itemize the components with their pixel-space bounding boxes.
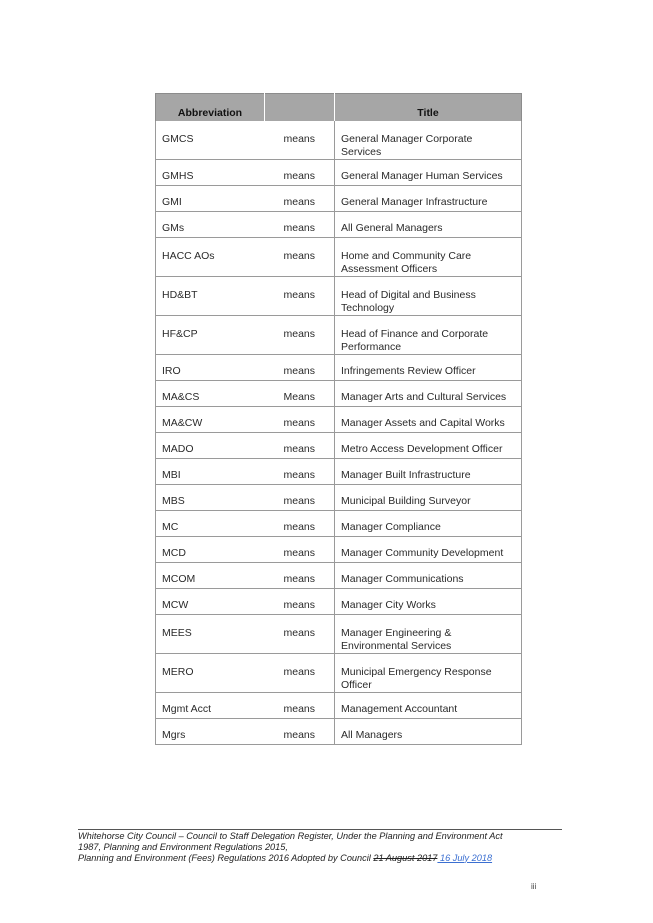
row-title: Metro Access Development Officer bbox=[335, 433, 522, 459]
header-title-label: Title bbox=[417, 107, 439, 119]
footer-line-3 bbox=[78, 853, 568, 864]
footer-divider bbox=[78, 829, 562, 830]
page-number: iii bbox=[531, 882, 537, 891]
row-means: means bbox=[265, 212, 335, 238]
footer-deleted-date: 21 August 2017 bbox=[373, 852, 438, 863]
row-abbreviation: GMCS bbox=[156, 121, 265, 160]
table-row bbox=[156, 238, 522, 277]
row-title: Management Accountant bbox=[335, 693, 522, 719]
row-abbreviation: Mgmt Acct bbox=[156, 693, 265, 719]
table-row bbox=[156, 433, 522, 459]
row-title: General Manager Infrastructure bbox=[335, 186, 522, 212]
row-title: Municipal Building Surveyor bbox=[335, 485, 522, 511]
row-means: means bbox=[265, 719, 335, 745]
row-abbreviation: MADO bbox=[156, 433, 265, 459]
row-abbreviation: HF&CP bbox=[156, 316, 265, 355]
abbreviation-table bbox=[155, 93, 522, 745]
row-means: means bbox=[265, 537, 335, 563]
header-abbreviation bbox=[156, 94, 265, 122]
row-title: Manager City Works bbox=[335, 589, 522, 615]
row-abbreviation: GMs bbox=[156, 212, 265, 238]
row-means: means bbox=[265, 511, 335, 537]
table-row bbox=[156, 121, 522, 160]
table-header-row bbox=[156, 94, 522, 122]
row-means: means bbox=[265, 485, 335, 511]
row-means: means bbox=[265, 407, 335, 433]
table-row bbox=[156, 537, 522, 563]
table-row bbox=[156, 355, 522, 381]
row-abbreviation: MA&CW bbox=[156, 407, 265, 433]
row-title: Head of Finance and Corporate Performance bbox=[335, 316, 522, 355]
table-row bbox=[156, 719, 522, 745]
row-means: means bbox=[265, 238, 335, 277]
row-abbreviation: MEES bbox=[156, 615, 265, 654]
row-title: Manager Community Development bbox=[335, 537, 522, 563]
row-means: means bbox=[265, 121, 335, 160]
table-row bbox=[156, 693, 522, 719]
row-title: Head of Digital and Business Technology bbox=[335, 277, 522, 316]
row-title: Manager Arts and Cultural Services bbox=[335, 381, 522, 407]
table-row bbox=[156, 277, 522, 316]
row-title: Manager Built Infrastructure bbox=[335, 459, 522, 485]
row-means: means bbox=[265, 433, 335, 459]
row-abbreviation: IRO bbox=[156, 355, 265, 381]
footer-inserted-date: 16 July 2018 bbox=[437, 852, 493, 863]
table-body bbox=[156, 121, 522, 745]
row-abbreviation: MBS bbox=[156, 485, 265, 511]
row-abbreviation: MC bbox=[156, 511, 265, 537]
table-row bbox=[156, 511, 522, 537]
header-middle bbox=[265, 94, 335, 122]
row-means: means bbox=[265, 589, 335, 615]
row-abbreviation: HACC AOs bbox=[156, 238, 265, 277]
footer-line-1: Whitehorse City Council – Council to Staff Delegation Register, Under the Planning and Environment Act bbox=[78, 831, 503, 841]
row-title: Home and Community Care Assessment Officers bbox=[335, 238, 522, 277]
row-means: means bbox=[265, 459, 335, 485]
row-abbreviation: MCOM bbox=[156, 563, 265, 589]
table-row bbox=[156, 381, 522, 407]
row-means: means bbox=[265, 186, 335, 212]
row-title: Manager Assets and Capital Works bbox=[335, 407, 522, 433]
row-abbreviation: Mgrs bbox=[156, 719, 265, 745]
row-title: All General Managers bbox=[335, 212, 522, 238]
row-title: All Managers bbox=[335, 719, 522, 745]
row-title: General Manager Human Services bbox=[335, 160, 522, 186]
row-means: means bbox=[265, 693, 335, 719]
table-row bbox=[156, 615, 522, 654]
row-means: means bbox=[265, 654, 335, 693]
table-row bbox=[156, 589, 522, 615]
row-means: means bbox=[265, 160, 335, 186]
row-abbreviation: GMI bbox=[156, 186, 265, 212]
table-row bbox=[156, 407, 522, 433]
footer-line-2: 1987, Planning and Environment Regulations 2015, bbox=[78, 841, 288, 852]
table-row bbox=[156, 186, 522, 212]
row-title: Manager Communications bbox=[335, 563, 522, 589]
table-row bbox=[156, 563, 522, 589]
row-means: means bbox=[265, 563, 335, 589]
footer bbox=[78, 831, 568, 863]
header-title bbox=[335, 94, 522, 122]
row-abbreviation: MA&CS bbox=[156, 381, 265, 407]
table-row bbox=[156, 316, 522, 355]
row-abbreviation: GMHS bbox=[156, 160, 265, 186]
row-title: Manager Engineering & Environmental Services bbox=[335, 615, 522, 654]
row-means: Means bbox=[265, 381, 335, 407]
row-title: Municipal Emergency Response Officer bbox=[335, 654, 522, 693]
row-means: means bbox=[265, 277, 335, 316]
table-row bbox=[156, 212, 522, 238]
row-abbreviation: MCW bbox=[156, 589, 265, 615]
row-means: means bbox=[265, 355, 335, 381]
row-abbreviation: HD&BT bbox=[156, 277, 265, 316]
row-means: means bbox=[265, 316, 335, 355]
row-abbreviation: MCD bbox=[156, 537, 265, 563]
table-row bbox=[156, 160, 522, 186]
table-row bbox=[156, 654, 522, 693]
header-abbreviation-label: Abbreviation bbox=[177, 107, 243, 119]
row-means: means bbox=[265, 615, 335, 654]
row-abbreviation: MBI bbox=[156, 459, 265, 485]
row-abbreviation: MERO bbox=[156, 654, 265, 693]
footer-line-3-prefix: Planning and Environment (Fees) Regulations 2016 Adopted by Council bbox=[78, 852, 374, 863]
row-title: General Manager Corporate Services bbox=[335, 121, 522, 160]
row-title: Infringements Review Officer bbox=[335, 355, 522, 381]
row-title: Manager Compliance bbox=[335, 511, 522, 537]
table-row bbox=[156, 485, 522, 511]
table-row bbox=[156, 459, 522, 485]
